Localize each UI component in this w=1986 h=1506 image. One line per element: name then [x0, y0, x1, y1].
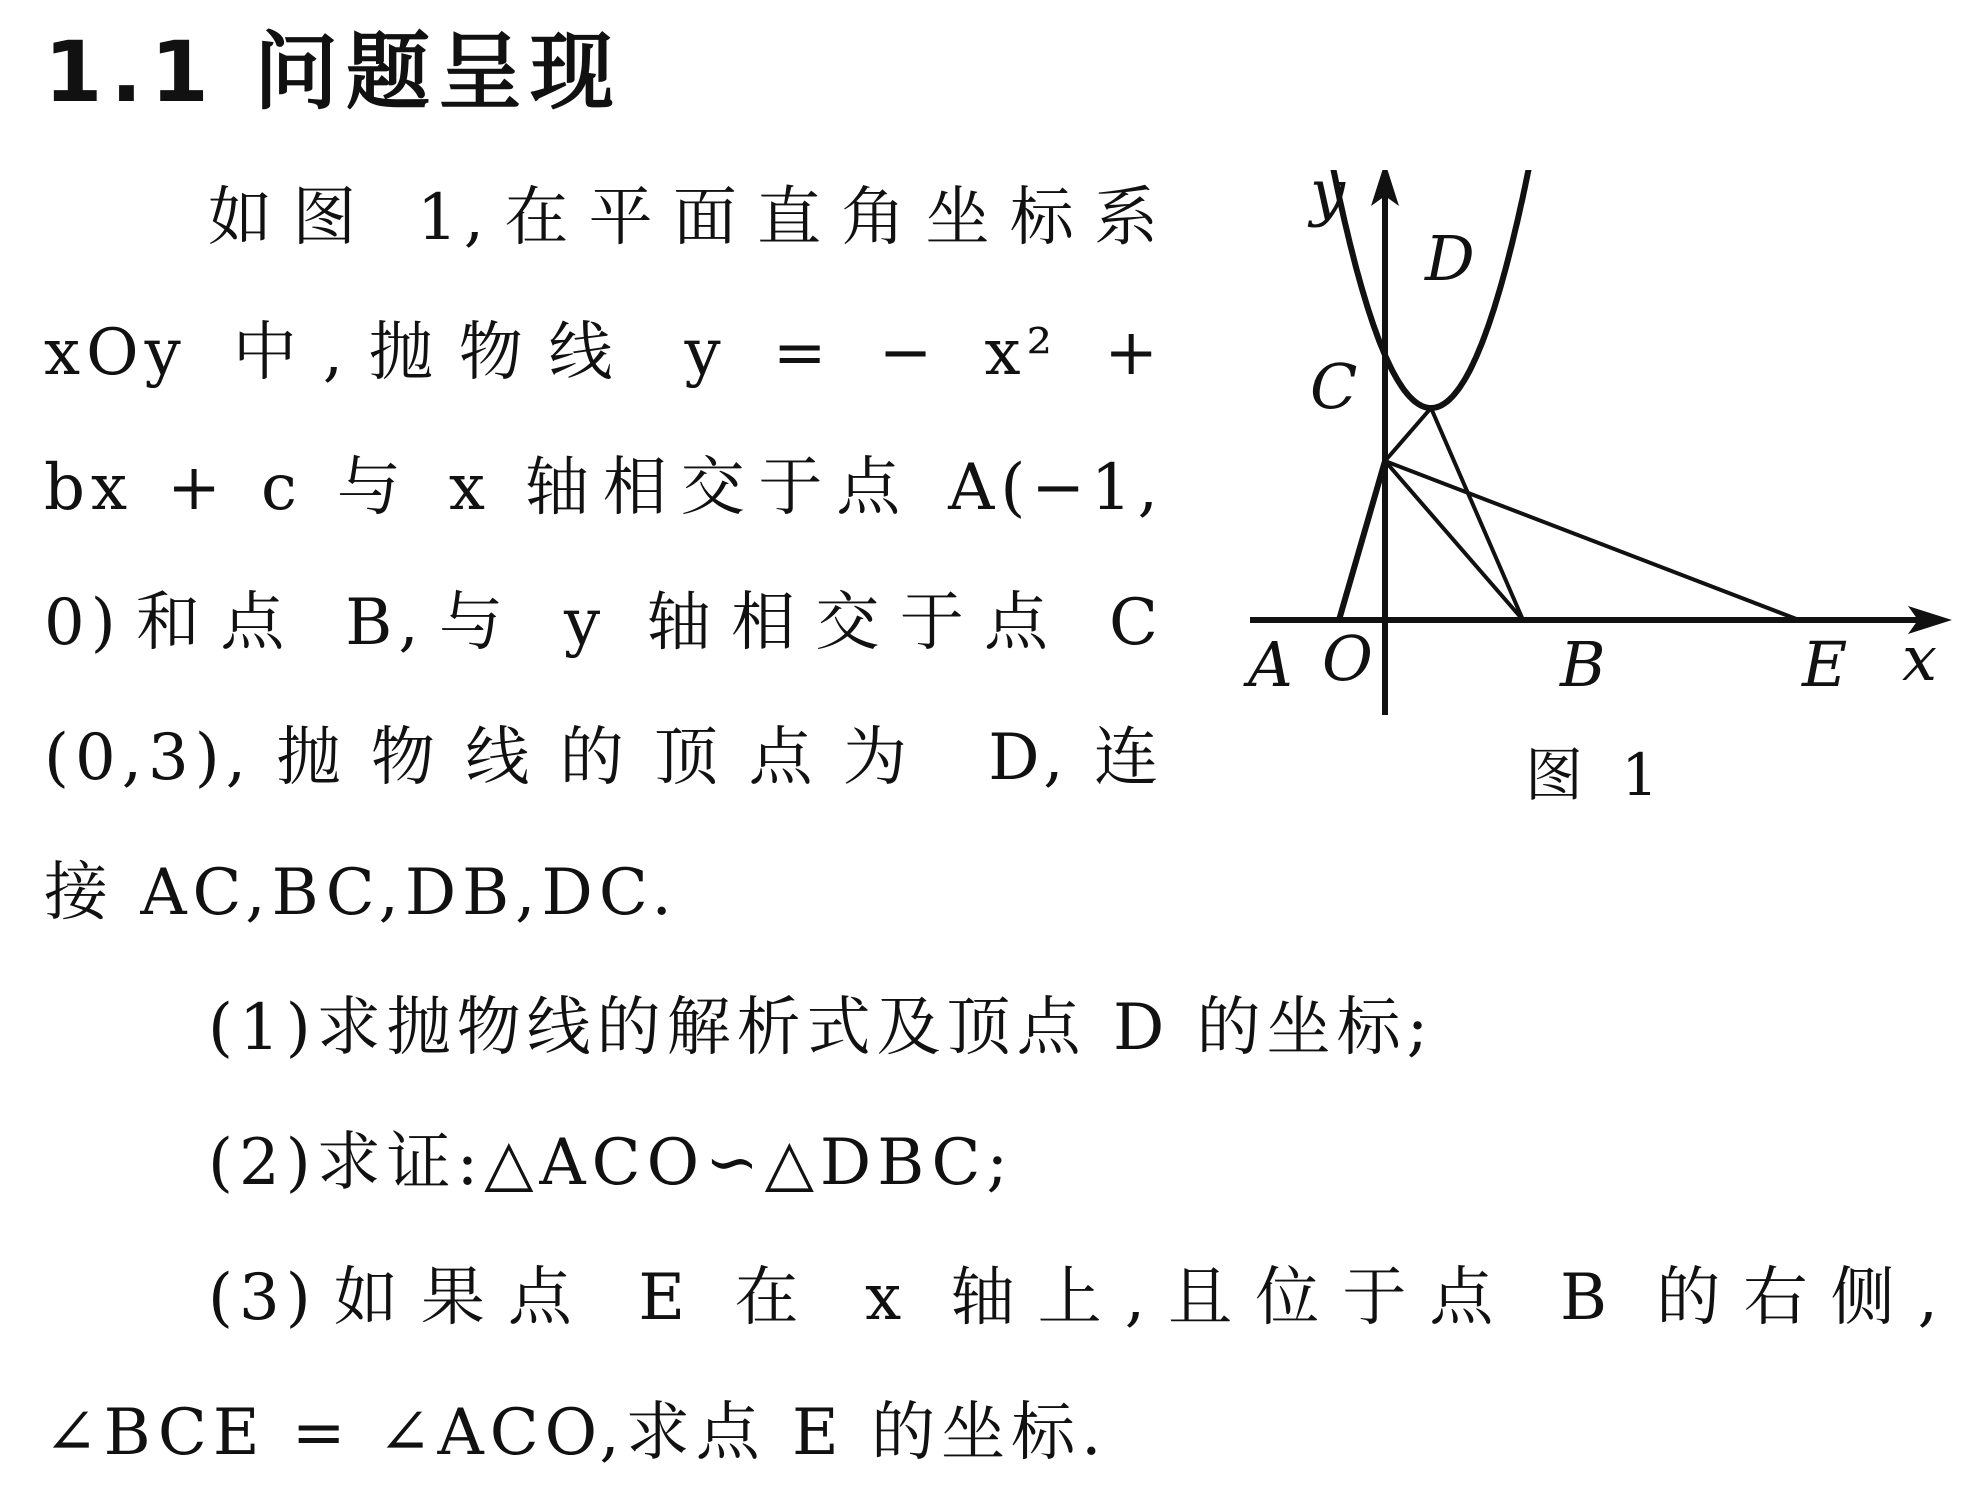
problem-line-4: 0)和点 B,与 y 轴相交于点 C [44, 586, 1164, 660]
problem-line-3: bx + c 与 x 轴相交于点 A(−1, [44, 451, 1164, 525]
figure-caption: 图 1 [1525, 741, 1669, 809]
question-1: (1)求抛物线的解析式及顶点 D 的坐标; [208, 991, 1435, 1065]
point-label-a: A [1248, 628, 1293, 701]
problem-line-6: 接 AC,BC,DB,DC. [44, 856, 678, 930]
segment-cb [1385, 461, 1523, 620]
point-label-b: B [1560, 628, 1606, 701]
point-label-e: E [1802, 628, 1848, 701]
problem-line-2: xOy 中,抛物线 y = − x² + [44, 316, 1164, 390]
section-heading: 1.1 问题呈现 [44, 23, 623, 121]
point-label-o: O [1322, 622, 1373, 695]
question-3: (3)如果点 E 在 x 轴上,且位于点 B 的右侧, [208, 1261, 1944, 1335]
point-label-d: D [1425, 222, 1475, 295]
problem-line-5: (0,3),抛物线的顶点为 D,连 [44, 721, 1164, 795]
x-axis-label: x [1902, 622, 1937, 695]
question-3-continued: ∠BCE = ∠ACO,求点 E 的坐标. [44, 1396, 1108, 1470]
segment-db [1431, 408, 1523, 620]
segment-ac [1339, 461, 1385, 620]
question-2: (2)求证:△ACO∽△DBC; [208, 1126, 1014, 1200]
point-label-c: C [1310, 350, 1358, 423]
problem-line-1: 如图 1,在平面直角坐标系 [208, 181, 1164, 255]
segment-cd [1385, 408, 1431, 461]
y-axis-label: y [1310, 170, 1346, 229]
figure-1-diagram [1230, 170, 1970, 830]
segment-ce [1385, 461, 1799, 620]
